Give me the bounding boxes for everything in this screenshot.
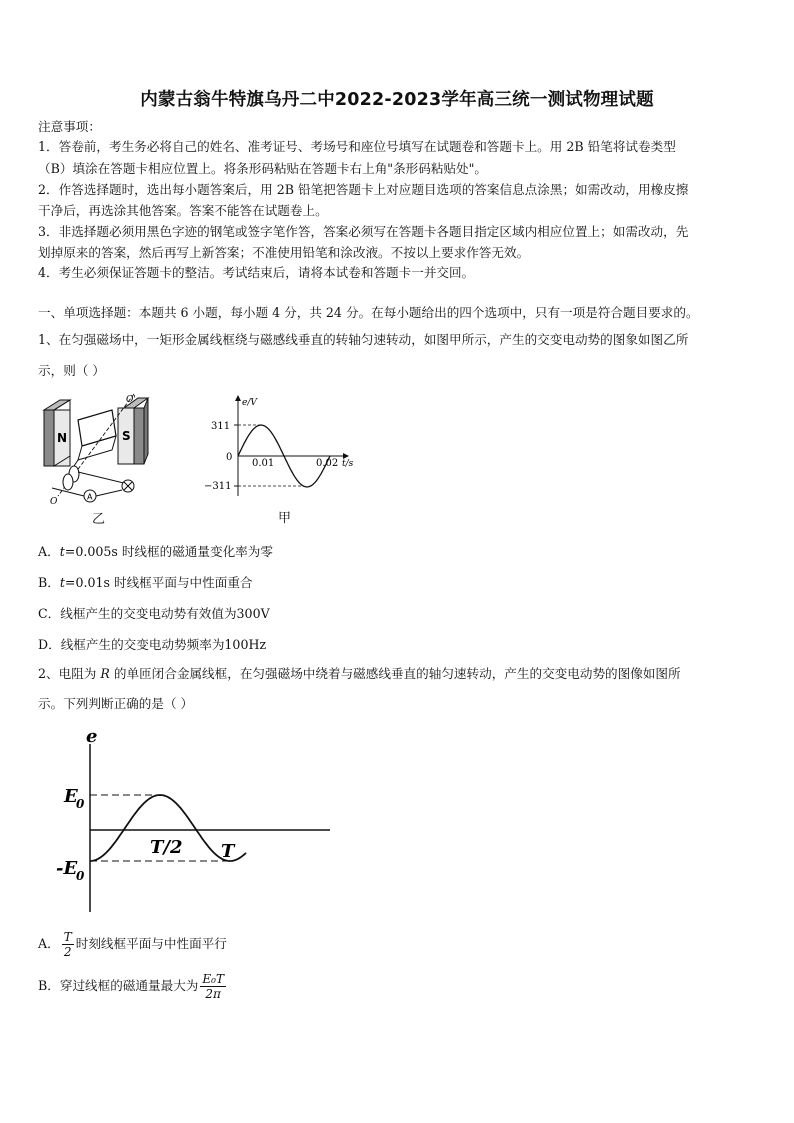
q2-figure — [50, 724, 340, 916]
notice-heading: 注意事项： — [38, 119, 101, 134]
notice-line-2: （B）填涂在答题卡相应位置上。将条形码粘贴在答题卡右上角"条形码粘贴处"。 — [38, 161, 488, 176]
q1-stem-line-2: 示，则（ ） — [38, 363, 105, 378]
yi-tick-1: 0.01 — [252, 458, 275, 469]
fraction-t-over-2: $\frac{T}{2}$ — [63, 930, 72, 959]
q1-option-d[interactable]: D．线框产生的交变电动势频率为100Hz — [38, 637, 267, 652]
notice-line-4: 干净后，再选涂其他答案。答案不能答在试题卷上。 — [38, 203, 328, 218]
q1-figure-yi — [198, 392, 368, 502]
notice-line-1: 1．答卷前，考生务必将自己的姓名、准考证号、考场号和座位号填写在试题卷和答题卡上。用 2B 铅笔将试卷类型 — [38, 139, 676, 154]
q2-e0-label: E — [64, 786, 78, 807]
notice-line-3: 2．作答选择题时，选出每小题答案后，用 2B 铅笔把答题卡上对应题目选项的答案信息点涂黑；如需改动，用橡皮擦 — [38, 182, 689, 197]
magnet-s-label: S — [122, 429, 131, 443]
q2-option-b[interactable]: B．穿过线框的磁通量最大为 $\frac{\text{E₀T}}{2\pi}$ — [38, 972, 224, 1001]
fraction-e0t-over-2pi: $\frac{\text{E₀T}}{2\pi}$ — [202, 972, 224, 1001]
q1-figure-yi-caption: 甲 — [278, 511, 292, 526]
page-title: 内蒙古翁牛特旗乌丹二中2022-2023学年高三统一测试物理试题 — [140, 90, 654, 110]
notice-line-6: 划掉原来的答案，然后再写上新答案；不准使用铅笔和涂改液。不按以上要求作答无效。 — [38, 245, 530, 260]
yi-origin-label: 0 — [226, 452, 233, 463]
yi-y-axis-label: e/V — [242, 398, 257, 408]
q2-stem-line-1: 2、电阻为 R 的单匝闭合金属线框，在匀强磁场中绕着与磁感线垂直的轴匀速转动，产生的交变电动势的图像如图所 — [38, 666, 681, 681]
magnet-n-label: N — [57, 431, 68, 445]
yi-top-value: 311 — [211, 421, 231, 432]
axis-top-label: O' — [126, 395, 136, 405]
ammeter-label: A — [87, 492, 93, 502]
q2-neg-e0-sub: 0 — [76, 869, 85, 883]
yi-tick-2: 0.02 — [316, 458, 339, 469]
q2-half-period-label: T/2 — [150, 837, 183, 858]
q2-period-label: T — [221, 841, 235, 862]
axis-bottom-label: O — [50, 497, 58, 504]
notice-line-7: 4．考生必须保证答题卡的整洁。考试结束后，请将本试卷和答题卡一并交回。 — [38, 265, 475, 280]
q2-neg-e0-label: -E — [56, 858, 78, 879]
q2-y-axis-label: e — [86, 726, 98, 747]
notice-line-5: 3．非选择题必须用黑色字迹的钢笔或签字笔作答，答案必须写在答题卡各题目指定区域内相应位置上；如需改动，先 — [38, 224, 689, 239]
q1-option-b[interactable]: B．t=0.01s 时线框平面与中性面重合 — [38, 575, 253, 590]
q1-figure-jia — [38, 392, 158, 504]
yi-bottom-value: −311 — [204, 481, 232, 492]
q1-figure-jia-caption: 乙 — [92, 512, 106, 527]
q2-stem-line-2: 示。下列判断正确的是（ ） — [38, 696, 194, 711]
q1-stem-line-1: 1、在匀强磁场中，一矩形金属线框绕与磁感线垂直的转轴匀速转动，如图甲所示，产生的交变电动势的图象如图乙所 — [38, 332, 689, 347]
q1-option-a[interactable]: A．t=0.005s 时线框的磁通量变化率为零 — [38, 544, 273, 559]
q2-option-a[interactable]: A． $\frac{T}{2}$ 时刻线框平面与中性面平行 — [38, 930, 227, 959]
q2-e0-sub: 0 — [76, 797, 85, 811]
q1-option-c[interactable]: C．线框产生的交变电动势有效值为300V — [38, 606, 270, 621]
section-heading: 一、单项选择题：本题共 6 小题，每小题 4 分，共 24 分。在每小题给出的四个选项中，只有一项是符合题目要求的。 — [38, 305, 699, 320]
yi-x-axis-label: t/s — [342, 459, 354, 469]
